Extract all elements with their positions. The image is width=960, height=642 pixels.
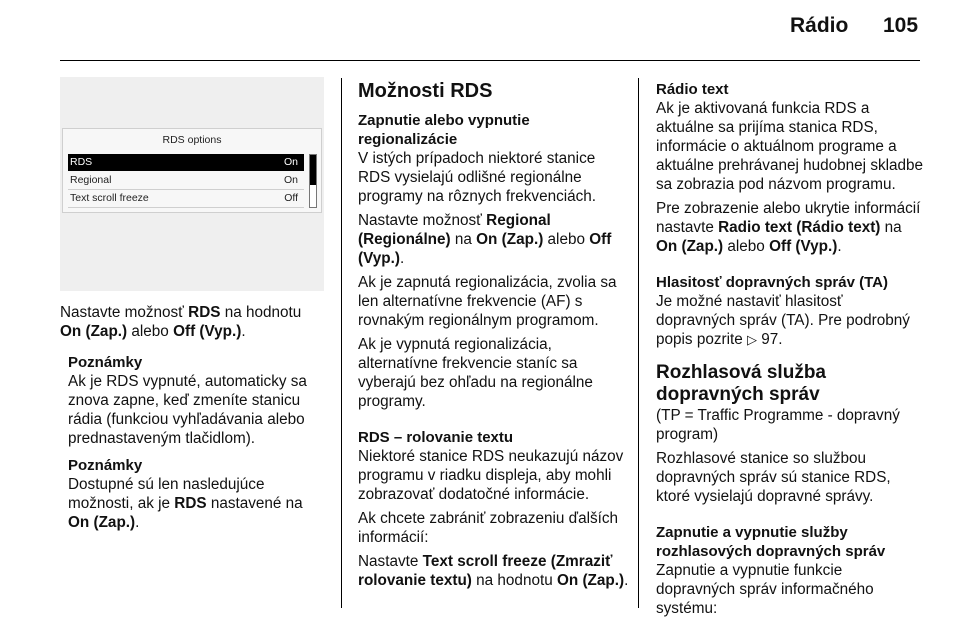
note-text: Dostupné sú len nasledujúce možnosti, ak je RDS nastavené na On (Zap.). [68, 476, 303, 531]
paragraph: Ak je zapnutá regionalizácia, zvolia sa len alternatívne frekvencie (AF) s rovnakým regionálnym programom. [358, 274, 617, 329]
column-divider-1 [341, 78, 342, 608]
screen-row-label: Text scroll freeze [70, 192, 149, 204]
screen-row-regional [68, 172, 304, 190]
screen-title: RDS options [162, 134, 222, 146]
screen-scrollbar [309, 154, 317, 208]
note-block [68, 353, 330, 532]
subheading: Zapnutie a vypnutie služby rozhlasových dopravných správ [656, 524, 886, 560]
column-3 [656, 80, 924, 623]
paragraph: (TP = Traffic Programme - dopravný program) [656, 407, 900, 443]
header-divider [60, 60, 920, 61]
screen-scrollbar-thumb [310, 155, 316, 185]
column-divider-2 [638, 78, 639, 608]
paragraph: Ak je aktivovaná funkcia RDS a aktuálne sa prijíma stanica RDS, informácie o aktuálnom programe a aktuálne prehrávanej hudobnej skladbe sa zobrazia pod názvom programu. [656, 100, 924, 193]
paragraph: Nastavte Text scroll freeze (Zmraziť rolovanie textu) na hodnotu On (Zap.). [358, 553, 629, 589]
note-heading: Poznámky [68, 457, 143, 474]
screen-row-value: On [283, 174, 298, 186]
paragraph: Niektoré stanice RDS neukazujú názov programu v riadku displeja, aby mohli zobrazovať dodatočné informácie. [358, 448, 624, 503]
paragraph: Nastavte možnosť Regional (Regionálne) na On (Zap.) alebo Off (Vyp.). [358, 212, 612, 267]
paragraph: Rozhlasové stanice so službou dopravných správ sú stanice RDS, ktoré vysielajú dopravné správy. [656, 450, 891, 505]
screen-row-label: Regional [70, 174, 112, 186]
rds-options-screen [62, 128, 322, 213]
column-1 [60, 303, 330, 537]
page-header-title: Rádio [790, 14, 849, 37]
subheading: Zapnutie alebo vypnutie regionalizácie [358, 112, 530, 148]
screen-row-value: On [283, 156, 298, 168]
screen-row-value: Off [284, 192, 298, 204]
paragraph: Je možné nastaviť hlasitosť dopravných správ (TA). Pre podrobný popis pozrite ▷ 97. [656, 293, 910, 348]
paragraph: Pre zobrazenie alebo ukrytie informácií nastavte Radio text (Rádio text) na On (Zap.) alebo Off (Vyp.). [656, 200, 921, 255]
subheading: Rádio text [656, 81, 729, 98]
section-heading: Rozhlasová služba dopravných správ [656, 362, 826, 405]
note-text: Ak je RDS vypnuté, automaticky sa znova zapne, keď zmeníte stanicu rádia (funkciou vyhľadávania alebo prednastaveným tlačidlom). [68, 373, 307, 447]
subheading: RDS – rolovanie textu [358, 429, 514, 446]
screen-row-label: RDS [70, 156, 93, 168]
paragraph: Zapnutie a vypnutie funkcie dopravných správ informačného systému: [656, 562, 874, 617]
note-heading: Poznámky [68, 354, 143, 371]
screen-row-rds [68, 154, 304, 171]
screen-row-text-scroll-freeze [68, 190, 304, 208]
paragraph: Nastavte možnosť RDS na hodnotu On (Zap.) alebo Off (Vyp.). [60, 304, 302, 340]
section-heading: Možnosti RDS [358, 80, 493, 102]
arrow-ref-icon[interactable]: ▷ [746, 332, 757, 347]
column-2 [358, 80, 630, 595]
paragraph: V istých prípadoch niektoré stanice RDS vysielajú odlišné regionálne programy na rôznych frekvenciách. [358, 150, 597, 205]
paragraph: Ak je vypnutá regionalizácia, alternatívne frekvencie staníc sa vyberajú bez ohľadu na regionálne programy. [358, 336, 593, 410]
subheading: Hlasitosť dopravných správ (TA) [656, 274, 888, 291]
paragraph: Ak chcete zabrániť zobrazeniu ďalších informácií: [358, 510, 619, 546]
page-number: 105 [883, 14, 919, 37]
